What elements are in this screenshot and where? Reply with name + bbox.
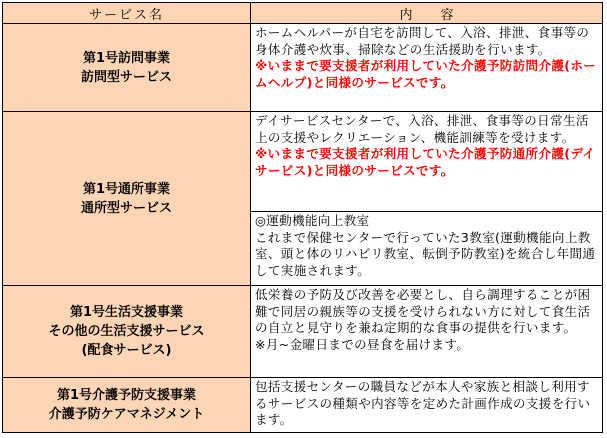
header-content: 内容 [251,3,603,24]
service-desc-cell [251,212,603,286]
service-desc: デイサービスセンターで、入浴、排泄、食事等の日常生活上の支援やレクリエーション、機能訓練等を受けます。 [255,113,589,145]
service-name-cell [3,378,251,433]
service-desc-cell [251,286,603,378]
service-name-cell [3,112,251,286]
service-name-line: 第1号生活支援事業 [69,305,184,320]
service-name-line: 第1号介護予防支援事業 [56,388,197,403]
header-row [3,3,603,24]
service-name-line: (配食サービス) [81,343,172,358]
table-row [3,24,603,112]
service-desc-cell [251,24,603,112]
service-name-cell [3,286,251,378]
service-desc: ホームヘルパーが自宅を訪問して、入浴、排泄、食事等の身体介護や炊事、掃除などの生活援助を行います。 [255,25,590,57]
service-name-line: 訪問型サービス [80,69,172,85]
header-service-name: サービス名 [3,3,251,24]
service-table [2,2,603,433]
service-note: ※いままで要支援者が利用していた介護予防訪問介護(ホームヘルプ)と同様のサービスです。 [255,58,597,90]
service-note: ※いままで要支援者が利用していた介護予防通所介護(デイサービス)と同様のサービスです。 [255,146,596,178]
table-row [3,112,603,212]
service-name-line: 第1号訪問事業 [82,50,171,66]
service-note-plain: ※月~金曜日までの昼食を届けます。 [255,336,470,352]
service-name-cell [3,24,251,112]
table-row [3,286,603,378]
service-desc-cell [251,112,603,212]
service-name-line: 介護予防ケアマネジメント [48,407,205,422]
sub-program-desc: これまで保健センターで行っていた3教室(運動機能向上教室、頭と体のリハビリ教室、転倒予防教室)を統合し年間通して実施されます。 [255,229,596,278]
service-name-line: 第1号通所事業 [82,181,171,197]
service-desc: 低栄養の予防及び改善を必要とし、自ら調理することが困難で同居の親族等の支援を受けられない方に対して食生活の自立と見守りを兼ね定期的な食事の提供を行います。 [255,287,591,336]
service-desc-cell [251,378,603,433]
table-row [3,378,603,433]
service-desc: 包括支援センターの職員などが本人や家族と相談し利用するサービスの種類や内容等を定めた計画作成の支援を行います。 [255,379,591,428]
service-name-line: 通所型サービス [80,200,172,216]
sub-program-title: ◎運動機能向上教室 [255,213,370,228]
service-name-line: その他の生活支援サービス [48,324,205,339]
